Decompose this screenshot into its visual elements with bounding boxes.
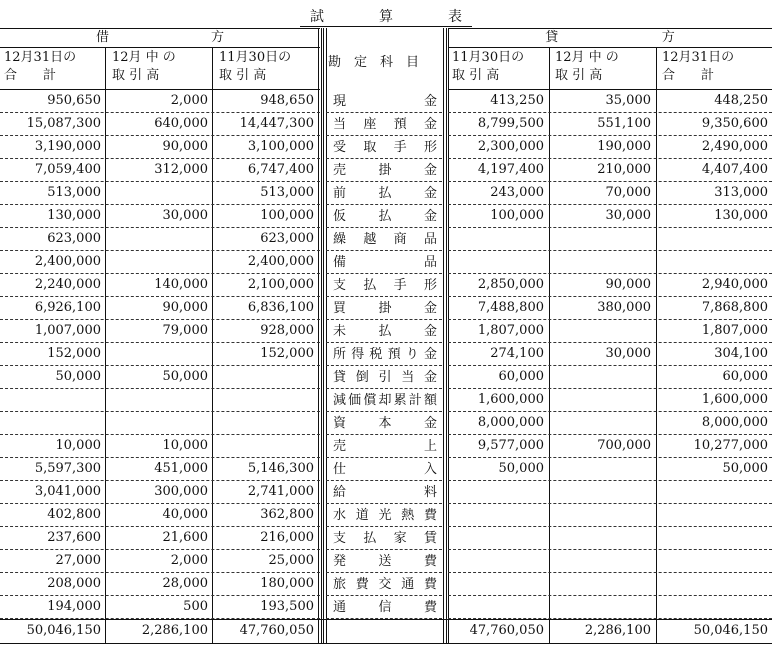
account-name-char: 品 <box>423 231 437 247</box>
amount-cell: 50,000 <box>498 461 544 476</box>
amount-cell <box>0 389 105 412</box>
column-divider <box>321 28 322 643</box>
amount-cell <box>448 550 548 573</box>
credit-header <box>448 29 772 47</box>
amount-cell: 623,000 <box>47 231 101 246</box>
amount-cell <box>658 573 772 596</box>
account-name-char: 貸 <box>333 369 347 385</box>
column-divider <box>318 28 319 643</box>
column-header-account: 勘 定 科 目 <box>328 55 420 70</box>
amount-cell: 50,046,150 <box>26 623 101 638</box>
table-bottom-border <box>0 643 772 644</box>
account-name-char: 売 <box>333 162 347 178</box>
account-name-char: 品 <box>423 254 437 270</box>
amount-cell: 928,000 <box>260 323 314 338</box>
amount-cell <box>551 320 655 343</box>
amount-cell: 2,286,100 <box>584 623 651 638</box>
amount-cell: 3,190,000 <box>34 139 101 154</box>
amount-cell <box>0 412 105 435</box>
account-name-char: 形 <box>423 139 437 155</box>
amount-cell <box>448 504 548 527</box>
amount-cell: 10,000 <box>55 438 101 453</box>
amount-cell: 6,747,400 <box>247 162 314 177</box>
amount-cell <box>551 596 655 619</box>
amount-cell: 1,600,000 <box>701 392 768 407</box>
account-name-char: 熱 <box>401 507 415 523</box>
amount-cell: 100,000 <box>260 208 314 223</box>
account-name-char: 払 <box>378 208 392 224</box>
amount-cell: 193,500 <box>260 599 314 614</box>
account-name-char: 旅 <box>333 576 347 592</box>
column-header-line: 取 引 高 <box>219 68 267 83</box>
amount-cell: 2,300,000 <box>477 139 544 154</box>
column-divider <box>656 47 657 643</box>
column-header-line: 12月31日の <box>4 50 77 65</box>
amount-cell <box>658 251 772 274</box>
account-name-char: 前 <box>333 185 347 201</box>
account-name-char: 所 <box>333 346 347 362</box>
amount-cell: 7,868,800 <box>701 300 768 315</box>
amount-cell: 237,600 <box>47 530 101 545</box>
amount-cell <box>215 412 318 435</box>
account-name-char: 金 <box>423 116 437 132</box>
title-char: 表 <box>448 8 462 25</box>
amount-cell <box>551 573 655 596</box>
amount-cell <box>551 389 655 412</box>
amount-cell: 9,577,000 <box>477 438 544 453</box>
amount-cell: 47,760,050 <box>469 623 544 638</box>
account-name-char: 給 <box>333 484 347 500</box>
account-name-char: 当 <box>333 116 347 132</box>
row-separator <box>0 618 320 619</box>
account-name-char: 買 <box>333 300 347 316</box>
amount-cell <box>551 366 655 389</box>
amount-cell: 10,000 <box>162 438 208 453</box>
amount-cell: 451,000 <box>154 461 208 476</box>
account-name <box>328 274 442 297</box>
account-name-char: 資 <box>333 415 347 431</box>
document-title <box>300 5 472 27</box>
amount-cell: 2,286,100 <box>141 623 208 638</box>
account-name <box>328 113 442 136</box>
account-name <box>328 320 442 343</box>
amount-cell: 513,000 <box>260 185 314 200</box>
amount-cell: 216,000 <box>260 530 314 545</box>
account-name <box>328 228 442 251</box>
amount-cell: 2,000 <box>170 93 208 108</box>
amount-cell: 380,000 <box>597 300 651 315</box>
account-name-char: 計 <box>408 392 422 408</box>
amount-cell: 243,000 <box>490 185 544 200</box>
account-name-char: 価 <box>348 392 362 408</box>
amount-cell: 2,741,000 <box>247 484 314 499</box>
title-char: 算 <box>379 8 393 25</box>
amount-cell: 551,100 <box>597 116 651 131</box>
account-name-char: 上 <box>423 438 437 454</box>
account-name-char: 預 <box>387 346 401 362</box>
account-name-char: 交 <box>378 576 392 592</box>
amount-cell <box>448 573 548 596</box>
column-header-line: 12月31日の <box>662 50 735 65</box>
column-header-line: 12月 中 の <box>555 50 619 65</box>
amount-cell <box>448 596 548 619</box>
account-name <box>328 573 442 596</box>
account-name <box>328 620 442 643</box>
account-name-char: 金 <box>423 415 437 431</box>
amount-cell: 15,087,300 <box>26 116 101 131</box>
amount-cell: 948,650 <box>260 93 314 108</box>
account-name <box>328 366 442 389</box>
account-name-char: 光 <box>378 507 392 523</box>
subheader-rule <box>0 47 320 48</box>
account-name-char: 水 <box>333 507 347 523</box>
side-header-char: 借 <box>96 30 110 45</box>
amount-cell: 2,400,000 <box>34 254 101 269</box>
amount-cell: 140,000 <box>154 277 208 292</box>
account-name-char: 繰 <box>333 231 347 247</box>
amount-cell: 210,000 <box>597 162 651 177</box>
column-header-line: 取 引 高 <box>112 68 160 83</box>
account-name-char: 支 <box>333 530 347 546</box>
amount-cell: 5,597,300 <box>34 461 101 476</box>
row-separator <box>448 618 772 619</box>
account-name-char: 金 <box>423 300 437 316</box>
account-name <box>328 389 442 412</box>
column-header-debit-dec31 <box>4 49 101 87</box>
account-name-char: 費 <box>423 576 437 592</box>
amount-cell <box>108 343 212 366</box>
amount-cell: 130,000 <box>714 208 768 223</box>
account-name <box>328 435 442 458</box>
account-name <box>328 343 442 366</box>
column-divider <box>549 47 550 643</box>
amount-cell: 14,447,300 <box>239 116 314 131</box>
amount-cell: 30,000 <box>605 208 651 223</box>
account-name-char: 通 <box>333 599 347 615</box>
account-name-char: 得 <box>351 346 365 362</box>
amount-cell: 1,007,000 <box>34 323 101 338</box>
account-name-char: 発 <box>333 553 347 569</box>
amount-cell: 79,000 <box>162 323 208 338</box>
amount-cell <box>551 458 655 481</box>
account-name-char: 越 <box>363 231 377 247</box>
account-name <box>328 412 442 435</box>
amount-cell: 190,000 <box>597 139 651 154</box>
amount-cell: 312,000 <box>154 162 208 177</box>
amount-cell <box>215 389 318 412</box>
amount-cell <box>448 527 548 550</box>
account-name-char: 金 <box>423 185 437 201</box>
account-name-char: 取 <box>363 139 377 155</box>
amount-cell: 2,850,000 <box>477 277 544 292</box>
account-name <box>328 527 442 550</box>
amount-cell: 5,146,300 <box>247 461 314 476</box>
column-divider <box>323 28 324 643</box>
amount-cell <box>658 504 772 527</box>
account-name-char: 金 <box>423 346 437 362</box>
account-name-char: 掛 <box>378 300 392 316</box>
side-header-char: 貸 <box>545 30 559 45</box>
account-name <box>328 136 442 159</box>
account-name-char: 入 <box>423 461 437 477</box>
amount-cell <box>215 435 318 458</box>
amount-cell: 50,000 <box>722 461 768 476</box>
account-name-char: 費 <box>423 507 437 523</box>
column-divider <box>326 28 327 643</box>
column-header-credit-dec31 <box>662 49 768 87</box>
amount-cell: 513,000 <box>47 185 101 200</box>
row-separator <box>326 618 442 619</box>
account-name-char: 仮 <box>333 208 347 224</box>
account-name-char: 払 <box>363 277 377 293</box>
account-name-char: 売 <box>333 438 347 454</box>
amount-cell <box>448 251 548 274</box>
amount-cell: 21,600 <box>162 530 208 545</box>
amount-cell: 7,488,800 <box>477 300 544 315</box>
amount-cell: 300,000 <box>154 484 208 499</box>
amount-cell: 50,000 <box>162 369 208 384</box>
account-name-char: 道 <box>355 507 369 523</box>
amount-cell <box>108 228 212 251</box>
account-name <box>328 504 442 527</box>
account-name-char: 本 <box>378 415 392 431</box>
column-header-line: 合 計 <box>4 68 57 83</box>
amount-cell: 194,000 <box>47 599 101 614</box>
amount-cell: 362,800 <box>260 507 314 522</box>
amount-cell: 4,407,400 <box>701 162 768 177</box>
account-name-char: 未 <box>333 323 347 339</box>
amount-cell: 60,000 <box>498 369 544 384</box>
account-name-char: 減 <box>333 392 347 408</box>
debit-header <box>0 29 320 47</box>
account-name-char: 備 <box>333 254 347 270</box>
amount-cell: 2,490,000 <box>701 139 768 154</box>
amount-cell: 90,000 <box>162 300 208 315</box>
account-name-char: 税 <box>369 346 383 362</box>
amount-cell <box>108 182 212 205</box>
account-name-char: 商 <box>393 231 407 247</box>
amount-cell <box>215 366 318 389</box>
account-name <box>328 205 442 228</box>
account-name <box>328 550 442 573</box>
amount-cell: 7,059,400 <box>34 162 101 177</box>
account-name <box>328 159 442 182</box>
amount-cell: 1,807,000 <box>701 323 768 338</box>
amount-cell: 90,000 <box>162 139 208 154</box>
account-name-char: 払 <box>378 323 392 339</box>
amount-cell: 640,000 <box>154 116 208 131</box>
account-name-char: 形 <box>423 277 437 293</box>
account-name <box>328 90 442 113</box>
account-name-char: 金 <box>423 323 437 339</box>
side-header-char: 方 <box>661 30 675 45</box>
account-name-char: 預 <box>393 116 407 132</box>
amount-cell: 8,000,000 <box>477 415 544 430</box>
amount-cell: 1,600,000 <box>477 392 544 407</box>
amount-cell: 25,000 <box>268 553 314 568</box>
amount-cell: 402,800 <box>47 507 101 522</box>
amount-cell <box>551 550 655 573</box>
account-name-char: 金 <box>423 162 437 178</box>
account-name-char: 償 <box>363 392 377 408</box>
account-name-char: 金 <box>423 93 437 109</box>
amount-cell <box>448 228 548 251</box>
column-divider <box>443 28 444 643</box>
amount-cell: 3,041,000 <box>34 484 101 499</box>
amount-cell: 10,277,000 <box>693 438 768 453</box>
amount-cell: 60,000 <box>722 369 768 384</box>
amount-cell: 208,000 <box>47 576 101 591</box>
title-char: 試 <box>310 8 324 25</box>
column-header-line: 11月30日の <box>219 50 292 65</box>
subheader-rule <box>448 47 772 48</box>
amount-cell <box>551 504 655 527</box>
amount-cell: 2,400,000 <box>247 254 314 269</box>
amount-cell: 30,000 <box>162 208 208 223</box>
amount-cell <box>108 389 212 412</box>
account-name-char: 払 <box>363 530 377 546</box>
amount-cell: 9,350,600 <box>701 116 768 131</box>
amount-cell: 180,000 <box>260 576 314 591</box>
column-header-line: 合 計 <box>662 68 715 83</box>
amount-cell: 4,197,400 <box>477 162 544 177</box>
account-name-char: 掛 <box>378 162 392 178</box>
amount-cell <box>551 251 655 274</box>
account-name-char: 倒 <box>355 369 369 385</box>
amount-cell: 1,807,000 <box>477 323 544 338</box>
account-name <box>328 596 442 619</box>
amount-cell: 40,000 <box>162 507 208 522</box>
amount-cell <box>551 481 655 504</box>
amount-cell: 700,000 <box>597 438 651 453</box>
account-name-char: 費 <box>423 599 437 615</box>
amount-cell <box>658 550 772 573</box>
amount-cell: 90,000 <box>605 277 651 292</box>
account-name-char: 信 <box>378 599 392 615</box>
side-header-char: 方 <box>210 30 224 45</box>
amount-cell: 50,046,150 <box>693 623 768 638</box>
account-name-char: 送 <box>378 553 392 569</box>
account-name-char: 費 <box>423 553 437 569</box>
amount-cell: 35,000 <box>605 93 651 108</box>
column-header-line: 11月30日の <box>452 50 525 65</box>
account-name-char: 手 <box>393 139 407 155</box>
amount-cell: 8,000,000 <box>701 415 768 430</box>
amount-cell: 27,000 <box>55 553 101 568</box>
account-name-char: 金 <box>423 208 437 224</box>
amount-cell: 6,926,100 <box>34 300 101 315</box>
amount-cell: 2,000 <box>170 553 208 568</box>
amount-cell: 500 <box>183 599 208 614</box>
account-name-char: 座 <box>363 116 377 132</box>
column-header-debit-nov30 <box>219 49 314 87</box>
account-name-char: り <box>405 346 419 362</box>
amount-cell <box>551 412 655 435</box>
account-name <box>328 251 442 274</box>
amount-cell: 304,100 <box>714 346 768 361</box>
account-name-char: 引 <box>378 369 392 385</box>
account-name-char: 却 <box>378 392 392 408</box>
account-name-char: 賃 <box>423 530 437 546</box>
amount-cell: 413,250 <box>490 93 544 108</box>
amount-cell: 70,000 <box>605 185 651 200</box>
amount-cell: 152,000 <box>260 346 314 361</box>
amount-cell: 950,650 <box>47 93 101 108</box>
amount-cell: 2,940,000 <box>701 277 768 292</box>
amount-cell <box>551 228 655 251</box>
amount-cell: 6,836,100 <box>247 300 314 315</box>
account-name-char: 累 <box>393 392 407 408</box>
account-name <box>328 481 442 504</box>
amount-cell: 100,000 <box>490 208 544 223</box>
amount-cell <box>658 596 772 619</box>
account-name-char: 払 <box>378 185 392 201</box>
account-name-char: 金 <box>423 369 437 385</box>
amount-cell: 28,000 <box>162 576 208 591</box>
amount-cell: 623,000 <box>260 231 314 246</box>
account-name-char: 受 <box>333 139 347 155</box>
account-name <box>328 182 442 205</box>
amount-cell: 152,000 <box>47 346 101 361</box>
amount-cell: 2,240,000 <box>34 277 101 292</box>
column-header-line: 取 引 高 <box>555 68 603 83</box>
amount-cell: 313,000 <box>714 185 768 200</box>
column-header-line: 12月 中 の <box>112 50 176 65</box>
account-name-char: 仕 <box>333 461 347 477</box>
amount-cell <box>658 481 772 504</box>
account-name-char: 当 <box>401 369 415 385</box>
amount-cell: 47,760,050 <box>239 623 314 638</box>
account-name-char: 通 <box>401 576 415 592</box>
account-name-char: 現 <box>333 93 347 109</box>
amount-cell <box>108 251 212 274</box>
column-header-credit-december <box>555 49 651 87</box>
amount-cell <box>108 412 212 435</box>
account-name-char: 手 <box>393 277 407 293</box>
column-header-credit-nov30 <box>452 49 544 87</box>
amount-cell: 274,100 <box>490 346 544 361</box>
account-name-char: 額 <box>423 392 437 408</box>
amount-cell: 30,000 <box>605 346 651 361</box>
amount-cell: 8,799,500 <box>477 116 544 131</box>
amount-cell: 3,100,000 <box>247 139 314 154</box>
column-divider <box>212 47 213 643</box>
account-name-char: 費 <box>355 576 369 592</box>
amount-cell <box>551 527 655 550</box>
amount-cell: 50,000 <box>55 369 101 384</box>
amount-cell <box>658 228 772 251</box>
amount-cell: 2,100,000 <box>247 277 314 292</box>
column-header-line: 取 引 高 <box>452 68 500 83</box>
account-name-char: 料 <box>423 484 437 500</box>
column-divider <box>105 47 106 643</box>
column-header-debit-december <box>112 49 208 87</box>
amount-cell: 448,250 <box>714 93 768 108</box>
amount-cell <box>658 527 772 550</box>
account-name <box>328 458 442 481</box>
account-name-char: 家 <box>393 530 407 546</box>
account-name-char: 支 <box>333 277 347 293</box>
account-name <box>328 297 442 320</box>
column-divider <box>446 28 447 643</box>
amount-cell: 130,000 <box>47 208 101 223</box>
amount-cell <box>448 481 548 504</box>
